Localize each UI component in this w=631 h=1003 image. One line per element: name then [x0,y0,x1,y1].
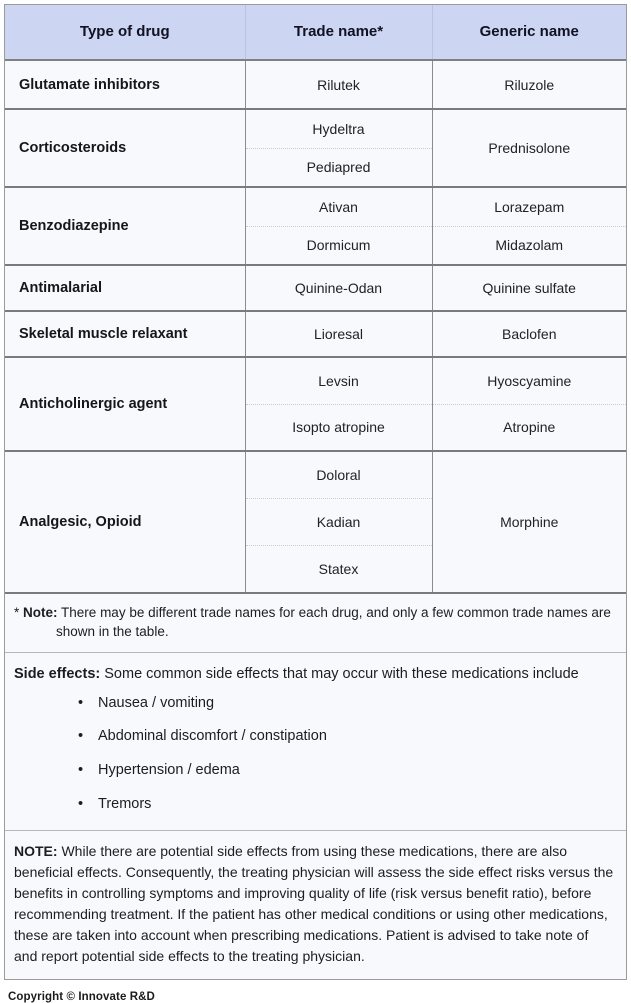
cell-trade-name: Doloral [245,451,432,498]
cell-generic-name: Lorazepam [432,187,626,226]
final-note-text: While there are potential side effects from using these medications, there are also beneficial effects. Consequently, the treating physician will assess the side effect risks versus the benefits in controlling symptoms and improving quality of life (risk versus benefit ratio), before recommending treatment. If the patient has other medical conditions or using other medications, these are taken into account when prescribing medications. Patient is advised to take note of and report potential side effects to the treating physician. [14,843,614,965]
cell-drug-type: Anticholinergic agent [5,357,245,451]
cell-generic-name: Midazolam [432,226,626,265]
table-row [5,60,626,109]
cell-generic-name: Hyoscyamine [432,357,626,404]
drug-info-card [4,4,627,980]
list-item-label: Tremors [98,795,152,812]
cell-generic-name: Riluzole [432,60,626,109]
table-row [5,357,626,404]
cell-drug-type: Glutamate inhibitors [5,60,245,109]
final-note-label: NOTE: [14,843,58,860]
side-effects-label: Side effects: [14,666,101,683]
cell-trade-name: Levsin [245,357,432,404]
cell-trade-name: Hydeltra [245,109,432,148]
table-header [5,5,626,60]
cell-trade-name: Quinine-Odan [245,265,432,311]
bullet-icon: • [78,761,84,778]
final-note-section [5,830,626,979]
cell-trade-name: Ativan [245,187,432,226]
side-effects-list [14,694,616,814]
list-item-label: Abdominal discomfort / constipation [98,728,327,745]
drug-table [5,5,626,592]
cell-trade-name: Lioresal [245,311,432,357]
note-label: Note: [23,605,58,620]
list-item [14,795,616,815]
table-body [5,60,626,592]
bullet-icon: • [78,795,84,812]
cell-generic-name: Morphine [432,451,626,592]
table-row [5,109,626,148]
list-item [14,761,616,781]
list-item-label: Hypertension / edema [98,761,240,778]
table-row [5,451,626,498]
side-effects-section [5,652,626,830]
cell-generic-name: Prednisolone [432,109,626,187]
cell-drug-type: Benzodiazepine [5,187,245,265]
cell-generic-name: Quinine sulfate [432,265,626,311]
bullet-icon: • [78,694,84,711]
list-item [14,727,616,747]
cell-drug-type: Skeletal muscle relaxant [5,311,245,357]
trade-name-note [5,592,626,652]
cell-trade-name: Statex [245,545,432,592]
table-row [5,265,626,311]
table-header-row [5,5,626,60]
cell-generic-name: Baclofen [432,311,626,357]
table-row [5,187,626,226]
list-item-label: Nausea / vomiting [98,694,215,711]
cell-drug-type: Corticosteroids [5,109,245,187]
cell-trade-name: Isopto atropine [245,404,432,451]
cell-generic-name: Atropine [432,404,626,451]
note-text: There may be different trade names for each drug, and only a few common trade names are shown in the table. [56,605,611,639]
column-header-trade-name: Trade name* [245,5,432,60]
note-marker: * [14,605,20,620]
cell-trade-name: Dormicum [245,226,432,265]
side-effects-intro: Some common side effects that may occur with these medications include [104,666,579,683]
list-item [14,694,616,714]
cell-trade-name: Pediapred [245,148,432,187]
cell-drug-type: Analgesic, Opioid [5,451,245,592]
bullet-icon: • [78,728,84,745]
column-header-generic-name: Generic name [432,5,626,60]
column-header-type-of-drug: Type of drug [5,5,245,60]
copyright-notice: Copyright © Innovate R&D [8,991,155,1003]
table-row [5,311,626,357]
cell-trade-name: Rilutek [245,60,432,109]
cell-trade-name: Kadian [245,498,432,545]
cell-drug-type: Antimalarial [5,265,245,311]
